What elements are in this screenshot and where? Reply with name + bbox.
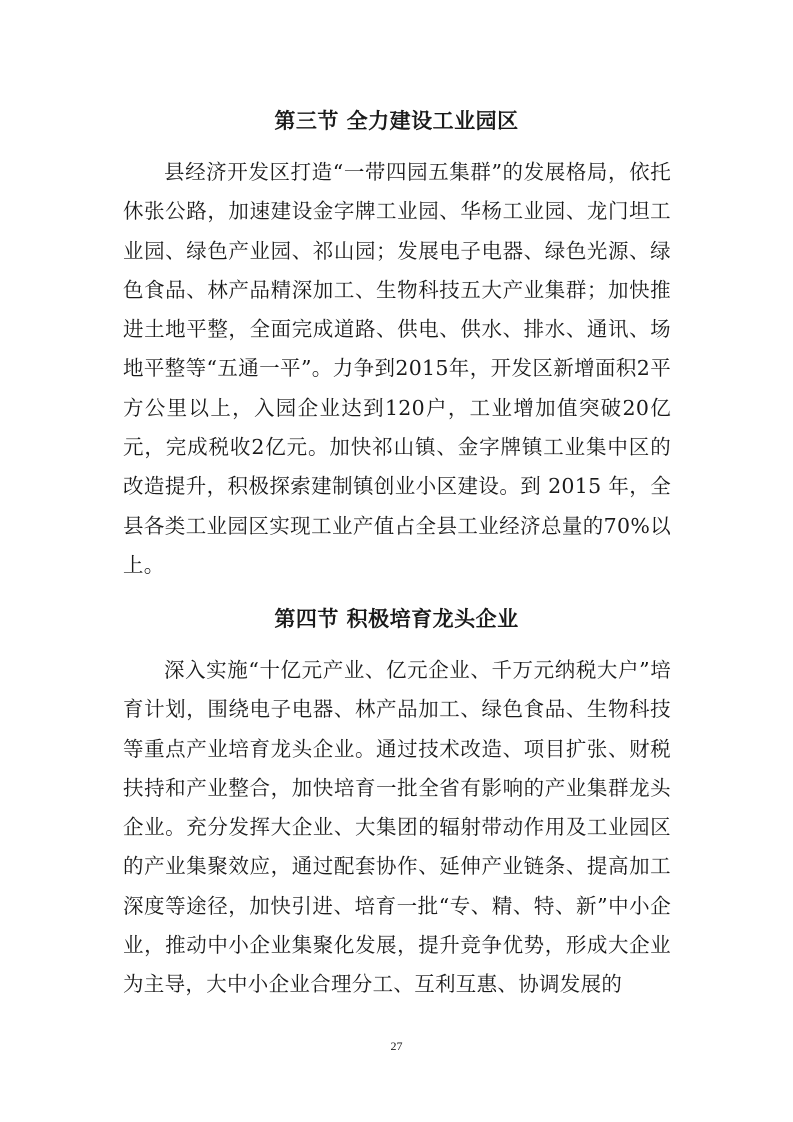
section-heading-4: 第四节 积极培育龙头企业 [274, 606, 519, 631]
page-number: 27 [390, 1039, 403, 1053]
section-3-paragraph: 县经济开发区打造“一带四园五集群”的发展格局，依托休张公路，加速建设金字牌工业园、华杨工业园、龙门坦工业园、绿色产业园、祁山园；发展电子电器、绿色光源、绿色食品、林产品精深加工、生物科技五大产业集群；加快推进土地平整，全面完成道路、供电、供水、排水、通讯、场地平整等“五通一平”。力争到2015年，开发区新增面积2平方公里以上，入园企业达到120户，工业增加值突破20亿元，完成税收2亿元。加快祁山镇、金字牌镇工业集中区的改造提升，积极探索建制镇创业小区建设。到 2015 年，全县各类工业园区实现工业产值占全县工业经济总量的70%以上。 [123, 160, 671, 577]
section-heading-3: 第三节 全力建设工业园区 [274, 108, 519, 133]
section-4-paragraph: 深入实施“十亿元产业、亿元企业、千万元纳税大户”培育计划，围绕电子电器、林产品加工、绿色食品、生物科技等重点产业培育龙头企业。通过技术改造、项目扩张、财税扶持和产业整合，加快培育一批全省有影响的产业集群龙头企业。充分发挥大企业、大集团的辐射带动作用及工业园区的产业集聚效应，通过配套协作、延伸产业链条、提高加工深度等途径，加快引进、培育一批“专、精、特、新”中小企业，推动中小企业集聚化发展，提升竞争优势，形成大企业为主导，大中小企业合理分工、互利互惠、协调发展的 [123, 658, 671, 997]
